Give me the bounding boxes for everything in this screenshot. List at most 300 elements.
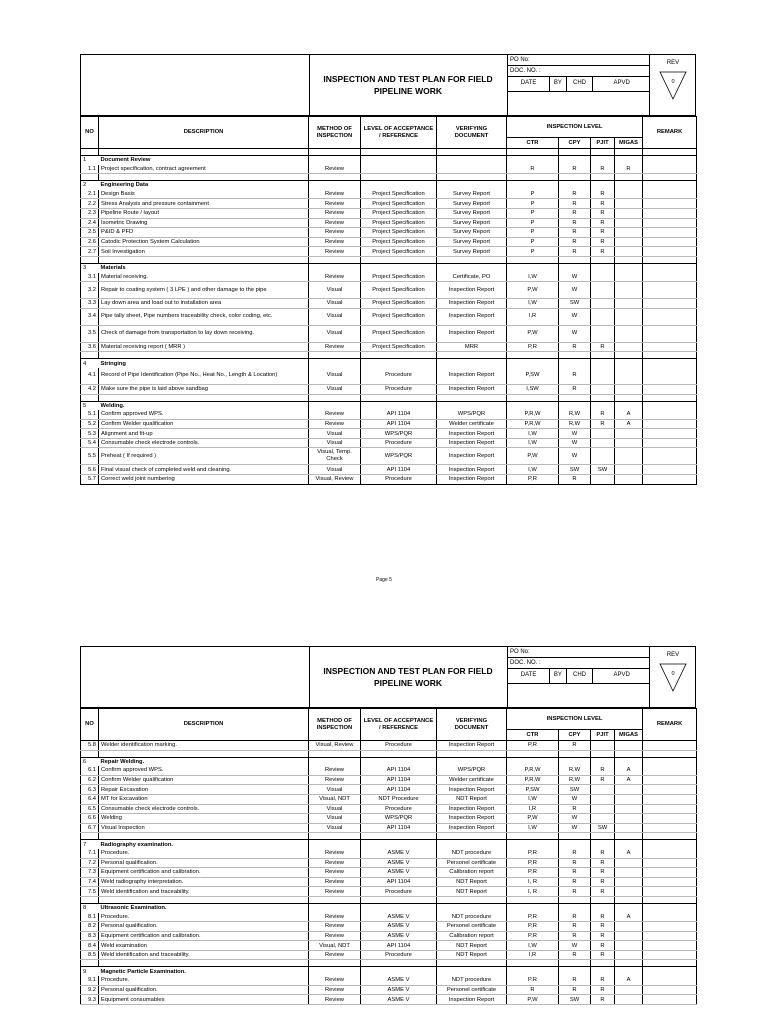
approval-chd: CHD [567,669,593,683]
spacer-cell [507,394,559,401]
section-empty-cell [507,967,559,976]
row-pjit: R [591,237,615,247]
section-empty-cell [309,181,361,190]
row-ctr: P,R [507,741,559,751]
section-empty-cell [591,181,615,190]
row-description: Correct weld joint numbering [99,475,309,485]
row-ctr: P,R,W [507,410,559,419]
spacer-cell [559,394,591,401]
section-number: 7 [81,840,99,849]
section-empty-cell [361,181,437,190]
row-migas [615,308,643,325]
spacer-cell [99,750,309,757]
row-pjit: R [591,190,615,199]
row-number-cell: 9.3 [81,995,99,1005]
spacer-cell [643,833,697,840]
row-remark [643,448,697,465]
row-remark [643,814,697,824]
row-remark [643,325,697,342]
col-header-method: METHOD OF INSPECTION [309,709,361,741]
row-description: Check of damage from transportation to lay down receiving. [99,325,309,342]
section-empty-cell [437,903,507,912]
row-description: Equipment certification and calibration. [99,868,309,878]
row-verifying-document: Survey Report [437,247,507,257]
section-empty-cell [643,181,697,190]
row-number-cell: 5.2 [81,419,99,429]
header-row [81,117,697,138]
row-ctr: I,W [507,273,559,282]
row-pjit: R [591,913,615,922]
row-acceptance-level: ASME V [361,858,437,868]
row-pjit [591,804,615,814]
page-number: Page 5 [376,577,392,583]
row-cpy: W [559,308,591,325]
row-ctr: P [507,199,559,209]
spacer-cell [591,896,615,903]
section-title: Ultrasonic Examination. [99,903,309,912]
row-description: Consumable check electrode controls. [99,438,309,448]
spacer-cell [591,352,615,359]
section-empty-cell [559,401,591,410]
row-number-cell: 2.5 [81,228,99,238]
spacer-row [81,256,697,263]
row-acceptance-level: ASME V [361,913,437,922]
section-row [81,359,697,368]
table-row [81,282,697,299]
section-empty-cell [437,359,507,368]
section-title: Magnetic Particle Examination. [99,967,309,976]
row-ctr: P [507,247,559,257]
approval-by: BY [550,669,567,683]
row-migas [615,368,643,385]
section-row [81,263,697,272]
table-row [81,785,697,795]
spacer-cell [437,750,507,757]
row-method: Review [309,868,361,878]
row-migas [615,922,643,932]
table-row [81,247,697,257]
spacer-cell [437,352,507,359]
row-remark [643,775,697,785]
row-method: Review [309,247,361,257]
row-acceptance-level: Project Specification [361,228,437,238]
row-method: Visual [309,282,361,299]
row-remark [643,794,697,804]
spacer-cell [81,256,99,263]
row-method: Review [309,922,361,932]
row-ctr: I,W [507,429,559,439]
col-header-migas: MIGAS [615,730,643,741]
row-remark [643,887,697,897]
rev-number: 0 [671,671,675,677]
spacer-cell [361,394,437,401]
spacer-cell [309,174,361,181]
row-verifying-document: Survey Report [437,218,507,228]
table-row [81,985,697,995]
row-remark [643,273,697,282]
po-number-field: PO No: [508,55,650,66]
row-verifying-document: Inspection Report [437,804,507,814]
row-number-cell: 3.3 [81,299,99,309]
row-ctr: P [507,218,559,228]
col-header-verifying: VERIFYING DOCUMENT [437,709,507,741]
section-empty-cell [361,757,437,766]
row-method: Visual [309,368,361,385]
row-cpy: R [559,165,591,174]
section-empty-cell [615,359,643,368]
row-pjit: R [591,868,615,878]
row-remark [643,931,697,941]
spacer-cell [507,960,559,967]
row-remark [643,804,697,814]
section-empty-cell [591,401,615,410]
table-row [81,429,697,439]
row-ctr: I,SW [507,384,559,394]
row-pjit: R [591,950,615,960]
section-empty-cell [309,967,361,976]
spacer-cell [591,174,615,181]
table-row [81,995,697,1005]
col-header-description: DESCRIPTION [99,709,309,741]
section-empty-cell [559,840,591,849]
spacer-cell [309,394,361,401]
row-cpy: SW [559,299,591,309]
row-verifying-document: Certificate, PO [437,273,507,282]
row-remark [643,950,697,960]
po-number-field: PO No: [508,647,650,658]
table-row [81,913,697,922]
row-method: Review [309,877,361,887]
row-verifying-document: Inspection Report [437,741,507,751]
row-ctr: I, R [507,877,559,887]
row-method: Visual, Review [309,741,361,751]
rev-label: REV [666,60,680,66]
row-migas [615,429,643,439]
itp-sheet-continued [80,646,696,1005]
spacer-cell [559,174,591,181]
row-cpy: W [559,814,591,824]
row-number-cell: 6.7 [81,823,99,833]
table-row [81,931,697,941]
row-acceptance-level: Project Specification [361,218,437,228]
col-header-level: LEVEL OF ACCEPTANCE / REFERENCE [361,117,437,149]
row-method: Visual [309,785,361,795]
table-row [81,465,697,475]
spacer-cell [615,750,643,757]
spacer-cell [81,833,99,840]
row-method: Review [309,199,361,209]
row-number-cell: 5.4 [81,438,99,448]
row-description: Weld identification and traceability. [99,950,309,960]
row-migas [615,208,643,218]
row-remark [643,868,697,878]
table-row [81,941,697,951]
row-description: Procedure. [99,976,309,985]
row-verifying-document: Welder certificate [437,419,507,429]
row-remark [643,247,697,257]
section-empty-cell [309,840,361,849]
row-pjit: R [591,342,615,352]
row-verifying-document: Calibration report [437,868,507,878]
table-row [81,868,697,878]
row-verifying-document: Inspection Report [437,448,507,465]
table-row [81,849,697,858]
row-number-cell: 7.3 [81,868,99,878]
row-number-cell: 9.2 [81,985,99,995]
document-title: INSPECTION AND TEST PLAN FOR FIELD PIPELINE WORK [323,666,493,688]
row-ctr: P,W [507,448,559,465]
section-empty-cell [591,156,615,165]
row-ctr: P,R [507,913,559,922]
row-verifying-document: Inspection Report [437,814,507,824]
approval-apvd: APVD [613,672,630,678]
col-header-method: METHOD OF INSPECTION [309,117,361,149]
row-cpy: R [559,877,591,887]
row-description: Project specification, contract agreement [99,165,309,174]
section-empty-cell [361,967,437,976]
row-number-cell: 8.5 [81,950,99,960]
row-remark [643,858,697,868]
row-ctr: P,R [507,858,559,868]
row-ctr: I,R [507,308,559,325]
row-method: Visual, Temp. Check [309,448,361,465]
section-empty-cell [437,181,507,190]
row-method: Review [309,410,361,419]
spacer-cell [81,149,99,156]
table-row [81,448,697,465]
row-pjit: R [591,766,615,775]
table-row [81,190,697,199]
section-empty-cell [361,156,437,165]
row-method: Review [309,976,361,985]
row-verifying-document: Survey Report [437,228,507,238]
spacer-row [81,352,697,359]
revision-triangle-icon [659,71,687,101]
row-verifying-document: NDT procedure [437,849,507,858]
row-acceptance-level: Project Specification [361,199,437,209]
row-description: Procedure. [99,913,309,922]
spacer-cell [615,833,643,840]
row-method: Review [309,208,361,218]
section-empty-cell [559,757,591,766]
section-number: 4 [81,359,99,368]
row-cpy: W [559,325,591,342]
spacer-cell [99,149,309,156]
row-number-cell: 3.2 [81,282,99,299]
row-pjit: R [591,887,615,897]
table-row [81,858,697,868]
row-number-cell: 6.6 [81,814,99,824]
row-pjit [591,785,615,795]
row-pjit: R [591,410,615,419]
row-verifying-document: NDT procedure [437,913,507,922]
revision-block [649,55,696,115]
row-cpy: SW [559,785,591,795]
spacer-cell [559,256,591,263]
row-cpy: W [559,273,591,282]
row-acceptance-level: API 1104 [361,785,437,795]
row-cpy: R [559,384,591,394]
row-migas [615,228,643,238]
row-pjit [591,384,615,394]
row-ctr: I,W [507,941,559,951]
row-method: Visual [309,384,361,394]
approval-apvd: APVD [613,80,630,86]
row-number-cell: 6.5 [81,804,99,814]
row-migas [615,273,643,282]
row-number-cell: 6.1 [81,766,99,775]
row-method: Review [309,985,361,995]
row-description: Equipment certification and calibration. [99,931,309,941]
row-pjit: R [591,858,615,868]
section-title: Materials [99,263,309,272]
row-remark [643,438,697,448]
row-cpy: SW [559,995,591,1005]
row-acceptance-level: Project Specification [361,208,437,218]
row-acceptance-level: API 1104 [361,941,437,951]
row-number-cell: 7.5 [81,887,99,897]
row-remark [643,384,697,394]
row-migas [615,804,643,814]
row-verifying-document: Inspection Report [437,475,507,485]
section-empty-cell [437,401,507,410]
row-remark [643,308,697,325]
row-pjit [591,282,615,299]
row-number-cell: 4.1 [81,368,99,385]
logo-area [81,55,310,115]
row-number-cell: 3.1 [81,273,99,282]
row-verifying-document: Calibration report [437,931,507,941]
row-cpy: R [559,868,591,878]
row-verifying-document: Inspection Report [437,785,507,795]
row-pjit: R [591,931,615,941]
row-verifying-document: Personel certificate [437,922,507,932]
row-description: Weld examination [99,941,309,951]
row-description: Isometric Drawing [99,218,309,228]
row-acceptance-level: NDT Procedure [361,794,437,804]
col-header-remark: REMARK [643,709,697,741]
row-ctr: P,W [507,995,559,1005]
row-number-cell: 5.1 [81,410,99,419]
row-method: Visual, NDT [309,941,361,951]
row-acceptance-level: ASME V [361,985,437,995]
revision-block [649,647,696,707]
row-cpy: R [559,218,591,228]
row-description: Material receiving report ( MRR ) [99,342,309,352]
spacer-cell [507,256,559,263]
row-cpy: R [559,237,591,247]
spacer-cell [81,750,99,757]
spacer-cell [559,149,591,156]
row-remark [643,228,697,238]
spacer-cell [309,896,361,903]
row-remark [643,976,697,985]
document-header [80,54,696,116]
row-pjit [591,438,615,448]
spacer-cell [615,256,643,263]
row-ctr: P,R,W [507,766,559,775]
spacer-cell [81,174,99,181]
revision-triangle-icon [659,663,687,693]
spacer-cell [437,833,507,840]
table-row [81,794,697,804]
row-method: Visual [309,438,361,448]
row-ctr: R [507,985,559,995]
row-remark [643,342,697,352]
row-pjit: R [591,877,615,887]
row-migas: A [615,913,643,922]
table-row [81,887,697,897]
row-verifying-document: WPS/PQR [437,410,507,419]
row-description: Confirm Welder qualification [99,419,309,429]
row-pjit: R [591,228,615,238]
spacer-cell [615,394,643,401]
row-migas [615,237,643,247]
spacer-cell [309,149,361,156]
spacer-cell [437,896,507,903]
doc-number-field: DOC. NO. : [508,658,650,669]
section-empty-cell [643,903,697,912]
row-acceptance-level: Procedure [361,475,437,485]
row-cpy: SW [559,465,591,475]
row-number-cell: 8.1 [81,913,99,922]
table-row [81,950,697,960]
row-migas [615,995,643,1005]
row-migas: A [615,849,643,858]
section-empty-cell [643,156,697,165]
section-empty-cell [615,181,643,190]
section-empty-cell [643,757,697,766]
row-migas [615,218,643,228]
approval-chd: CHD [567,77,593,91]
row-cpy: W [559,282,591,299]
section-empty-cell [309,263,361,272]
row-acceptance-level: Procedure [361,950,437,960]
row-migas [615,299,643,309]
section-row [81,840,697,849]
row-remark [643,165,697,174]
table-row [81,766,697,775]
table-row [81,208,697,218]
section-empty-cell [437,840,507,849]
section-empty-cell [615,263,643,272]
row-method: Visual [309,325,361,342]
spacer-cell [507,352,559,359]
row-verifying-document: Inspection Report [437,429,507,439]
spacer-cell [309,960,361,967]
row-cpy: R,W [559,410,591,419]
row-method: Review [309,913,361,922]
table-row [81,475,697,485]
row-number-cell: 7.2 [81,858,99,868]
row-pjit: R [591,849,615,858]
row-number-cell: 7.4 [81,877,99,887]
rev-number: 0 [671,79,675,85]
row-migas [615,448,643,465]
row-pjit [591,325,615,342]
row-pjit: R [591,208,615,218]
row-verifying-document: Survey Report [437,199,507,209]
row-verifying-document: Welder certificate [437,775,507,785]
row-description: Personal qualification. [99,858,309,868]
section-empty-cell [437,967,507,976]
row-cpy: R [559,190,591,199]
row-acceptance-level [361,165,437,174]
row-verifying-document: Survey Report [437,208,507,218]
row-method: Visual, NDT [309,794,361,804]
section-title: Repair Welding. [99,757,309,766]
section-number: 9 [81,967,99,976]
